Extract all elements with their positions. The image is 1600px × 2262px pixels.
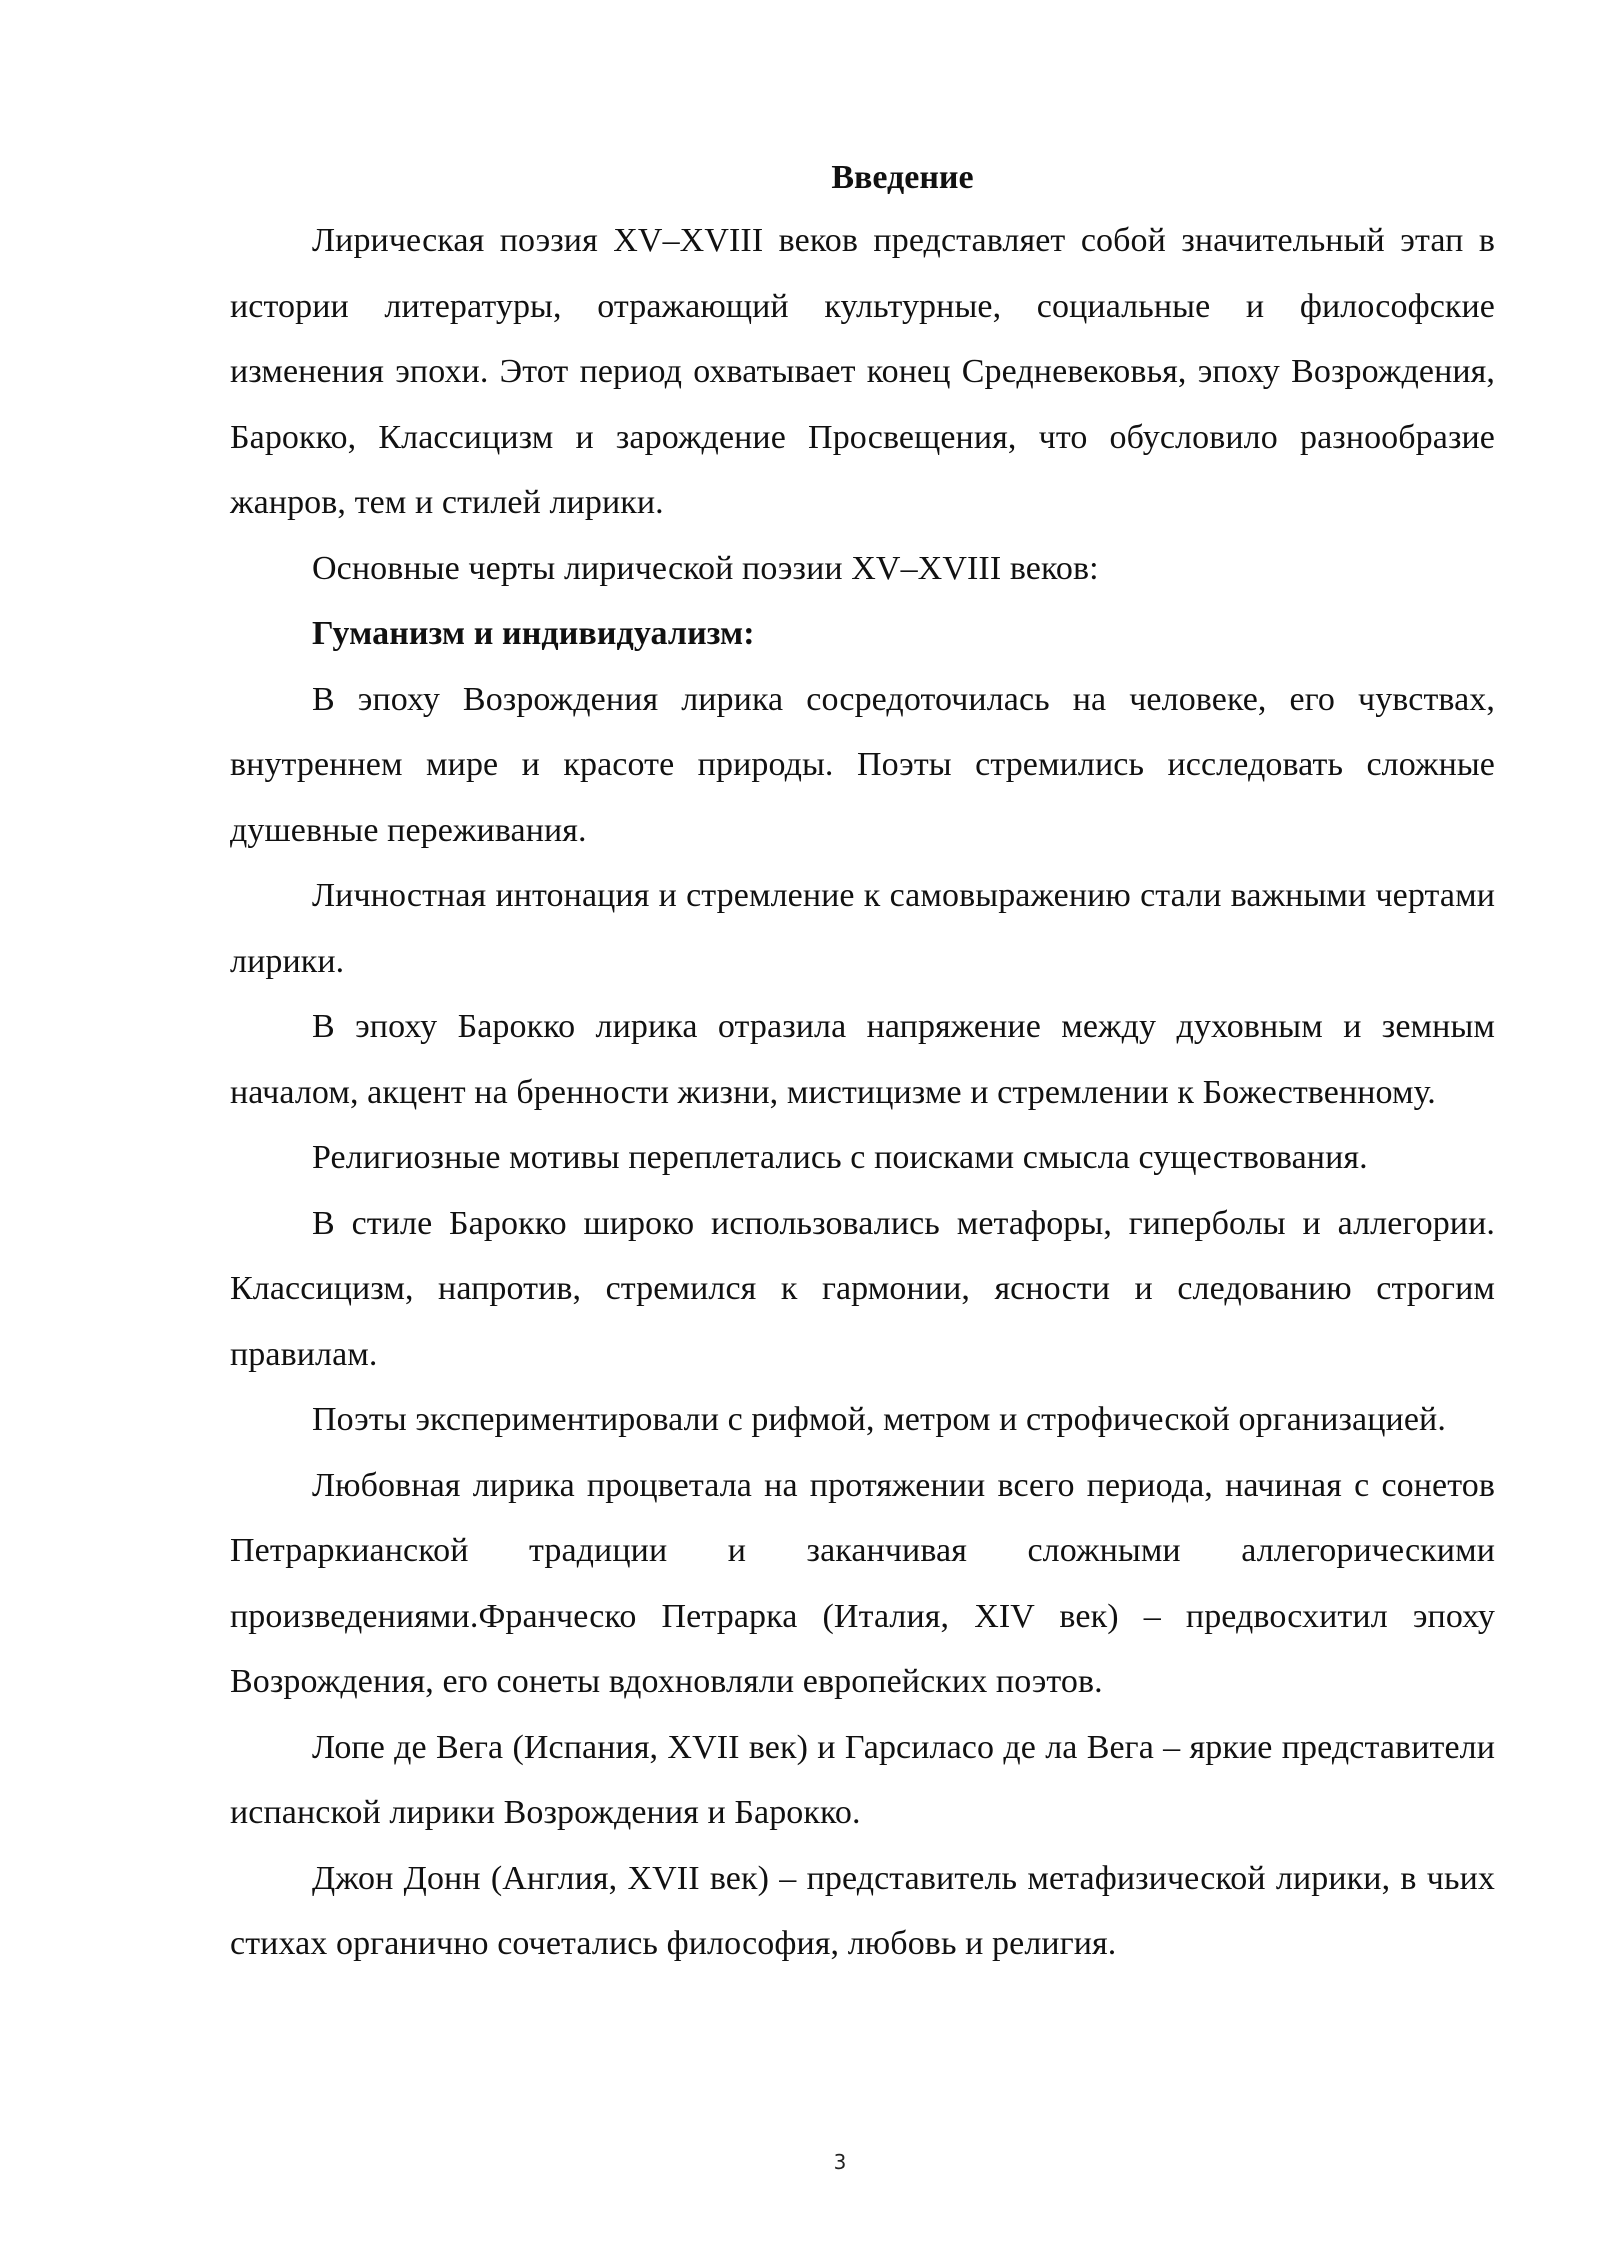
paragraph-john-donne: Джон Донн (Англия, XVII век) – представитель метафизической лирики, в чьих стихах органично сочетались философия, любовь и религия. xyxy=(230,1859,1495,1962)
page-number: 3 xyxy=(833,2150,847,2174)
section-title: Введение xyxy=(831,159,974,196)
paragraph-religious-motifs: Религиозные мотивы переплетались с поисками смысла существования. xyxy=(312,1139,1368,1176)
paragraph-experiments: Поэты экспериментировали с рифмой, метром и строфической организацией. xyxy=(312,1401,1446,1438)
subheading-humanism: Гуманизм и индивидуализм: xyxy=(312,615,755,652)
paragraph-baroque-style: В стиле Барокко широко использовались метафоры, гиперболы и аллегории. Классицизм, напротив, стремился к гармонии, ясности и следованию строгим правилам. xyxy=(230,1204,1495,1373)
paragraph-renaissance: В эпоху Возрождения лирика сосредоточилась на человеке, его чувствах, внутреннем мире и красоте природы. Поэты стремились исследовать сложные душевные переживания. xyxy=(230,680,1495,849)
paragraph-features-lead: Основные черты лирической поэзии XV–XVIII веков: xyxy=(312,549,1099,587)
paragraph-intro: Лирическая поэзия XV–XVIII веков представляет собой значительный этап в истории литературы, отражающий культурные, социальные и философские изменения эпохи. Этот период охватывает конец Средневековья, эпоху Возрождения, Барокко, Классицизм и зарождение Просвещения, что обусловило разнообразие жанров, тем и стилей лирики. xyxy=(230,222,1495,521)
paragraph-baroque: В эпоху Барокко лирика отразила напряжение между духовным и земным началом, акцент на бренности жизни, мистицизме и стремлении к Божественному. xyxy=(230,1008,1495,1111)
paragraph-love-lyric: Любовная лирика процветала на протяжении всего периода, начиная с сонетов Петраркианской традиции и заканчивая сложными аллегорическими произведениями.Франческо Петрарка (Италия, XIV век) – предвосхитил эпоху Возрождения, его сонеты вдохновляли европейских поэтов. xyxy=(230,1466,1495,1700)
page-content xyxy=(230,148,1495,1977)
paragraph-lope-de-vega: Лопе де Вега (Испания, XVII век) и Гарсиласо де ла Вега – яркие представители испанской лирики Возрождения и Барокко. xyxy=(230,1728,1496,1831)
paragraph-personal-intonation: Личностная интонация и стремление к самовыражению стали важными чертами лирики. xyxy=(230,877,1495,980)
